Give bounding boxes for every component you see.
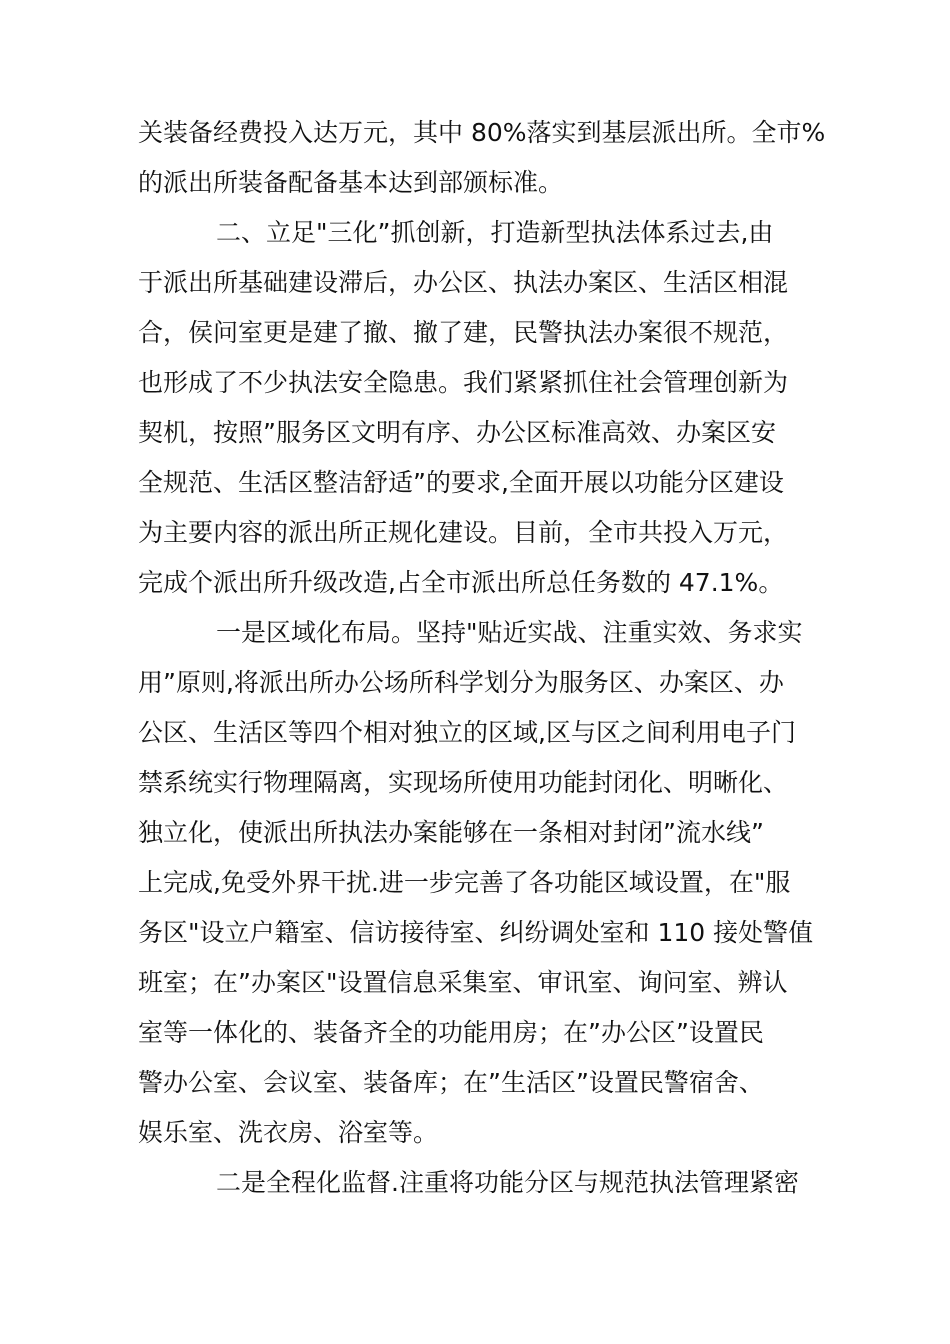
text-line-20: 警办公室、会议室、装备库；在”生活区”设置民警宿舍、 xyxy=(138,1068,764,1097)
text-line-6: 也形成了不少执法安全隐患。我们紧紧抓住社会管理创新为 xyxy=(138,368,789,397)
paragraph-start-line: 一是区域化布局。坚持"贴近实战、注重实效、务求实 xyxy=(216,618,803,647)
text-line-5: 合，侯问室更是建了撤、撤了建，民警执法办案很不规范， xyxy=(138,318,789,347)
text-line-21: 娱乐室、洗衣房、浴室等。 xyxy=(138,1118,439,1147)
section-heading-line: 二、立足"三化”抓创新，打造新型执法体系过去,由 xyxy=(216,218,774,247)
text-line-14: 禁系统实行物理隔离，实现场所使用功能封闭化、明晰化、 xyxy=(138,768,789,797)
text-line-1: 关装备经费投入达万元，其中 80%落实到基层派出所。全市% xyxy=(138,118,826,147)
text-line-16: 上完成,免受外界干扰.进一步完善了各功能区域设置，在"服 xyxy=(138,868,791,897)
text-line-10: 完成个派出所升级改造,占全市派出所总任务数的 47.1%。 xyxy=(138,568,784,597)
text-line-9: 为主要内容的派出所正规化建设。目前，全市共投入万元， xyxy=(138,518,789,547)
text-line-2: 的派出所装备配备基本达到部颁标准。 xyxy=(138,168,564,197)
text-line-15: 独立化，使派出所执法办案能够在一条相对封闭”流水线” xyxy=(138,818,764,847)
text-line-19: 室等一体化的、装备齐全的功能用房；在”办公区”设置民 xyxy=(138,1018,764,1047)
text-line-18: 班室；在”办案区"设置信息采集室、审讯室、询问室、辨认 xyxy=(138,968,788,997)
text-line-4: 于派出所基础建设滞后，办公区、执法办案区、生活区相混 xyxy=(138,268,789,297)
paragraph-start-line-2: 二是全程化监督.注重将功能分区与规范执法管理紧密 xyxy=(216,1168,799,1197)
text-line-12: 用”原则,将派出所办公场所科学划分为服务区、办案区、办 xyxy=(138,668,784,697)
text-line-8: 全规范、生活区整洁舒适”的要求,全面开展以功能分区建设 xyxy=(138,468,784,497)
text-line-7: 契机，按照”服务区文明有序、办公区标准高效、办案区安 xyxy=(138,418,776,447)
text-line-17: 务区"设立户籍室、信访接待室、纠纷调处室和 110 接处警值 xyxy=(138,918,814,947)
text-line-13: 公区、生活区等四个相对独立的区域,区与区之间利用电子门 xyxy=(138,718,796,747)
